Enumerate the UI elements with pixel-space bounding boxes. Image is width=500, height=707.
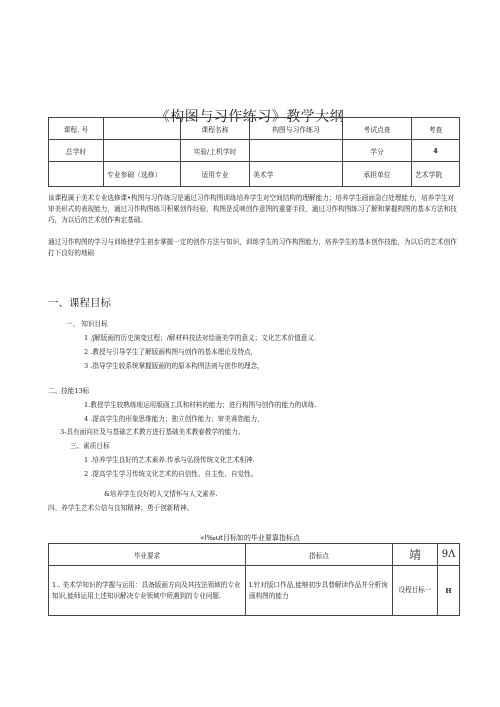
- course-info-table: [48, 117, 460, 187]
- info-cell: 考查: [412, 118, 460, 140]
- info-row: [49, 162, 460, 187]
- table-caption: «l‰ut目标如的毕业要靠指标点: [200, 534, 300, 542]
- info-cell: 美术学: [250, 162, 343, 187]
- info-cell: 艺术学院: [412, 162, 460, 187]
- column-header: 指标点: [246, 544, 393, 566]
- course-target-cell: 设程目标一: [393, 566, 438, 616]
- intro-paragraph: 通过习作构图的学习与训练使学生初步掌握一定的创作方法与知识，训练学生的习作构图能力，培养学生的基本创作技能，为以后的艺术创作打下良好的地础: [48, 238, 457, 258]
- skill-goal-title: 二、技能1З标: [48, 387, 90, 395]
- info-cell: 课程. 号: [49, 118, 104, 140]
- section-heading: 一、课程目标: [48, 297, 111, 309]
- quality-goal-item: 四、养学生艺术公信与良知精神；勇于创新精神。: [48, 504, 194, 512]
- info-cell: [104, 118, 181, 140]
- info-cell: 学分: [343, 140, 412, 162]
- knowledge-goal-item: 1 .ʃ解版画的历史演变过程；/解材料技法对绘画美学的意义；文化艺术价值意义.: [84, 334, 317, 342]
- info-row: [49, 140, 460, 162]
- knowledge-goal-item: 3 .指导学生较系统掌握版画的的原本构图法则与创作的理念，: [84, 362, 264, 370]
- info-cell: [49, 162, 104, 187]
- info-cell: 实验/上机学时: [181, 140, 250, 162]
- graduation-requirement-table: [48, 543, 460, 616]
- skill-goal-item: 3-具有面向社及与基础艺术教方进行基础美术教春教学的能力。: [60, 428, 245, 436]
- intro-paragraph: 该课程属于美术专业选修课•构图与习作练习是通过习作构图训练培养学生对空间结构的理解能力；培养学生画面急白处理能力，培养学生对审美形式的表现能力，通过习作构图练习积累创作经验，构图是反映创作意图的重要手段，通过习作构图练习了解和掌握构图的基本方法和技巧，为以后的艺术创作典定基础。: [48, 194, 457, 225]
- quality-goal-item: 1 .培养学生良好的艺术素养.传承与弘扬传统文化艺术相神.: [84, 456, 255, 464]
- info-cell: 构图与习作练习: [250, 118, 343, 140]
- indicator-cell: Ⅰ.针对版口作品,能够初步具替解读作品并分析询画构图的能力: [246, 566, 393, 616]
- column-header: 9Λ: [438, 544, 460, 566]
- info-cell: 适用专业: [181, 162, 250, 187]
- skill-goal-item: 1.教授学生较熟练地运用版画工具和材料的能力；进行构图与创作的能力的训练.: [84, 401, 317, 409]
- info-cell: 总学时: [49, 140, 104, 162]
- info-cell: 专业参础（选修）: [104, 162, 181, 187]
- quality-goal-item: &培养学生良好的人文情怀与人文素养.: [104, 490, 218, 498]
- table-header-row: [49, 544, 460, 566]
- info-cell: 承担单位: [343, 162, 412, 187]
- support-level-cell: H: [438, 566, 460, 616]
- info-cell: 课程名称: [181, 118, 250, 140]
- quality-goal-item: 2 .提高学生学习传统文化艺术的自信性、自主性、自觉性。: [84, 470, 258, 478]
- column-header: 毕业要求: [49, 544, 246, 566]
- requirement-cell: 1.. 美术学知识的学握与运用：具备版画方向及其技法领域的专业知识,能师运用上述知识解决专业领域中所遇到的专业问题.: [49, 566, 246, 616]
- info-cell: 4: [412, 140, 460, 162]
- info-cell: [104, 140, 181, 162]
- table-row: [49, 566, 460, 616]
- document-title: 《构图与习作练习》教学大纲: [155, 109, 345, 125]
- info-row: [49, 118, 460, 140]
- info-cell: [250, 140, 343, 162]
- info-cell: 考试点查: [343, 118, 412, 140]
- column-header: 靖: [393, 544, 438, 566]
- skill-goal-item: 4 .提高学生的形象思维能力；独立创作能力；审美赛您能力，: [84, 415, 264, 423]
- knowledge-goal-item: 2 .教授与引导学生了解版画构图与创作的基本理论及特点，: [84, 348, 258, 356]
- quality-goal-title: 三、素质目标: [70, 442, 110, 450]
- knowledge-goal-title: 一、 知识目标: [66, 320, 108, 328]
